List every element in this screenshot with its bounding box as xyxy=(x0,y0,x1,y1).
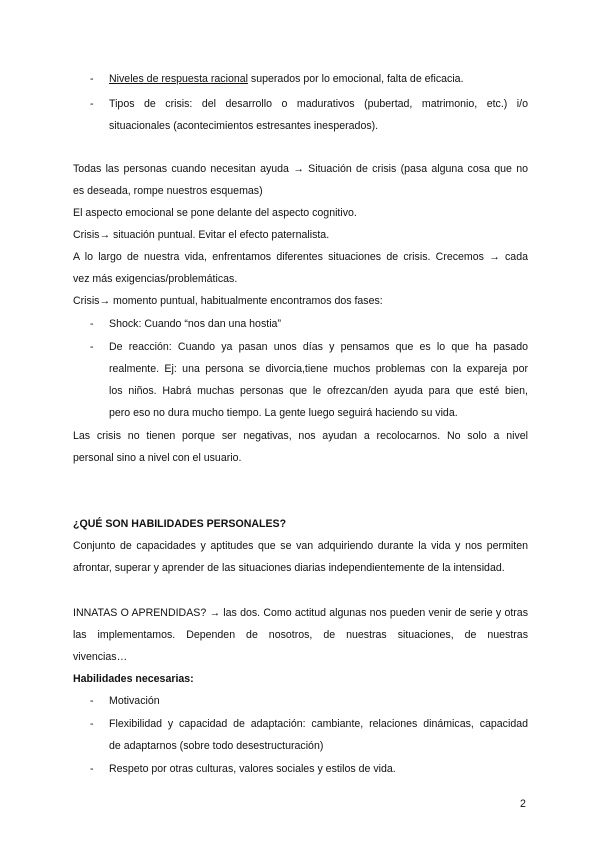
paragraph-crisis-punctual: Crisis→ situación puntual. Evitar el efecto paternalista. xyxy=(73,229,330,241)
paragraph-definition-line2: afrontar, superar y aprender de las situaciones diarias independientemente de la intensidad. xyxy=(73,562,505,574)
section-heading: ¿QUÉ SON HABILIDADES PERSONALES? xyxy=(73,518,287,530)
phase-shock: Shock: Cuando “nos dan una hostia” xyxy=(109,318,281,330)
phase-reaction-line2: realmente. Ej: una persona se divorcia,tiene muchos problemas con la expareja por xyxy=(109,363,528,375)
bullet-dash: - xyxy=(90,341,94,353)
bullet-dash: - xyxy=(90,718,94,730)
paragraph-innate-line3: vivencias… xyxy=(73,651,128,663)
paragraph-crisis-situation-line1: Todas las personas cuando necesitan ayuda → Situación de crisis (pasa alguna cosa que no xyxy=(73,163,528,175)
skill-respect: Respeto por otras culturas, valores sociales y estilos de vida. xyxy=(109,763,396,775)
bullet-dash: - xyxy=(90,318,94,330)
phase-reaction-line1: De reacción: Cuando ya pasan unos días y pensamos que es lo que ha pasado xyxy=(109,341,528,353)
bullet-response-levels xyxy=(109,72,464,86)
bullet-crisis-types-line1: Tipos de crisis: del desarrollo o madurativos (pubertad, matrimonio, etc.) i/o xyxy=(109,98,528,110)
page-number: 2 xyxy=(520,798,526,810)
paragraph-life-crises-line1: A lo largo de nuestra vida, enfrentamos diferentes situaciones de crisis. Crecemos → cada xyxy=(73,251,528,263)
paragraph-innate-line1: INNATAS O APRENDIDAS? → las dos. Como actitud algunas nos pueden venir de serie y otras xyxy=(73,607,528,619)
skill-flexibility-line1: Flexibilidad y capacidad de adaptación: cambiante, relaciones dinámicas, capacidad xyxy=(109,718,528,730)
skill-flexibility-line2: de adaptarnos (sobre todo desestructuración) xyxy=(109,740,324,752)
phase-reaction-line4: pero eso no dura mucho tiempo. La gente luego seguirá haciendo su vida. xyxy=(109,407,458,419)
paragraph-innate-line2: las implementamos. Dependen de nosotros, de nuestras situaciones, de nuestras xyxy=(73,629,528,641)
underlined-phrase: Niveles de respuesta racional xyxy=(109,73,248,85)
skill-motivation: Motivación xyxy=(109,695,160,707)
paragraph-emotional-aspect: El aspecto emocional se pone delante del aspecto cognitivo. xyxy=(73,207,357,219)
bullet-dash: - xyxy=(90,695,94,707)
paragraph-life-crises-line2: vez más exigencias/problemáticas. xyxy=(73,273,238,285)
bullet-dash: - xyxy=(90,763,94,775)
paragraph-crises-not-negative-line1: Las crisis no tienen porque ser negativas, nos ayudan a recolocarnos. No solo a nivel xyxy=(73,430,528,442)
paragraph-crisis-situation-line2: es deseada, rompe nuestros esquemas) xyxy=(73,185,263,197)
bullet-crisis-types-line2: situacionales (acontecimientos estresantes inesperados). xyxy=(109,120,379,132)
paragraph-crises-not-negative-line2: personal sino a nivel con el usuario. xyxy=(73,452,242,464)
skills-heading: Habilidades necesarias: xyxy=(73,673,194,685)
bullet-text: superados por lo emocional, falta de eficacia. xyxy=(247,73,464,85)
paragraph-definition-line1: Conjunto de capacidades y aptitudes que se van adquiriendo durante la vida y nos permiten xyxy=(73,540,528,552)
phase-reaction-line3: los niños. Habrá muchas personas que le ofrezcan/den ayuda para que esté bien, xyxy=(109,385,528,397)
bullet-dash: - xyxy=(90,98,94,110)
paragraph-two-phases: Crisis→ momento puntual, habitualmente encontramos dos fases: xyxy=(73,295,383,307)
bullet-dash: - xyxy=(90,73,94,85)
